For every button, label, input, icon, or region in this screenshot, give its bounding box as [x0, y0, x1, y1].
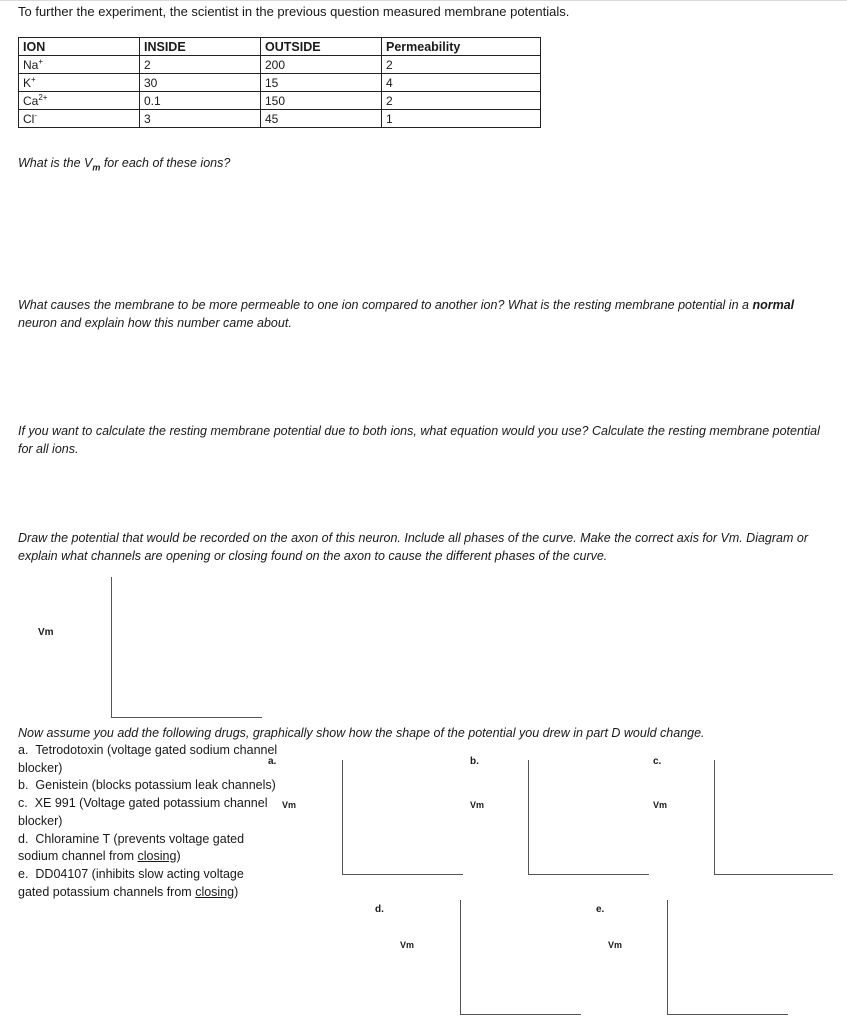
question-permeability: What causes the membrane to be more permeable to one ion compared to another ion? What is the resting membrane potential in a normal neuron and explain how this number came about.: [18, 298, 795, 330]
outside-cell: 200: [261, 56, 382, 74]
drug-item-a: a. Tetrodotoxin (voltage gated sodium channel blocker): [18, 743, 278, 775]
vm-axis-label: Vm: [38, 627, 54, 638]
inside-cell: 2: [140, 56, 261, 74]
drug-item-b: b. Genistein (blocks potassium leak channels): [18, 778, 276, 793]
graph-b-axes[interactable]: [528, 760, 649, 875]
inside-cell: 30: [140, 74, 261, 92]
outside-cell: 15: [261, 74, 382, 92]
top-rule: [0, 0, 847, 1]
permeability-cell: 2: [382, 92, 541, 110]
question-equation: If you want to calculate the resting membrane potential due to both ions, what equation would you use? Calculate the resting membrane potential for all ions.: [18, 424, 820, 456]
ion-cell: $Ca^{2+}$: [19, 92, 140, 110]
header-permeability: Permeability: [382, 38, 541, 56]
graph-d-axes[interactable]: [460, 900, 581, 1015]
header-inside: INSIDE: [140, 38, 261, 56]
drug-item-e: e. DD04107 (inhibits slow acting voltage gated potassium channels from closing): [18, 866, 244, 899]
graph-a-axes[interactable]: [342, 760, 463, 875]
graph-c-letter: c.: [653, 756, 662, 767]
table-row: [19, 92, 541, 110]
graph-e-vm-label: Vm: [608, 940, 623, 950]
drug-item-d: d. Chloramine T (prevents voltage gated sodium channel from closing): [18, 831, 245, 864]
ion-cell: Cl-: [19, 110, 140, 128]
graph-d-vm-label: Vm: [400, 940, 415, 950]
header-outside: OUTSIDE: [261, 38, 382, 56]
table-row: [19, 56, 541, 74]
graph-c-axes[interactable]: [714, 760, 833, 875]
graph-c-vm-label: Vm: [653, 800, 668, 810]
outside-cell: 150: [261, 92, 382, 110]
table-row: [19, 110, 541, 128]
inside-cell: 0.1: [140, 92, 261, 110]
graph-b-vm-label: Vm: [470, 800, 485, 810]
intro-text: To further the experiment, the scientist in the previous question measured membrane potentials.: [18, 4, 570, 19]
graph-e-letter: e.: [596, 904, 605, 915]
ion-cell: Na+: [19, 56, 140, 74]
graph-a-vm-label: Vm: [282, 800, 297, 810]
outside-cell: 45: [261, 110, 382, 128]
table-row: [19, 74, 541, 92]
permeability-cell: 2: [382, 56, 541, 74]
question-draw-potential: Draw the potential that would be recorded on the axon of this neuron. Include all phases of the curve. Make the correct axis for Vm. Diagram or explain what channels are opening or closing found on the axon to cause the different phases of the curve.: [18, 531, 809, 563]
ion-table: [18, 37, 541, 128]
inside-cell: 3: [140, 110, 261, 128]
permeability-cell: 1: [382, 110, 541, 128]
question-vm: What is the $V_m$ for each of these ions?: [18, 156, 231, 173]
drug-item-c: c. XE 991 (Voltage gated potassium channel blocker): [18, 796, 268, 828]
permeability-cell: 4: [382, 74, 541, 92]
table-header-row: [19, 38, 541, 56]
question-drugs: Now assume you add the following drugs, graphically show how the shape of the potential you drew in part D would change.: [18, 726, 705, 740]
drug-list: [18, 742, 278, 901]
main-graph-axes[interactable]: [111, 577, 262, 718]
graph-a-letter: a.: [268, 756, 277, 767]
graph-d-letter: d.: [375, 904, 384, 915]
header-ion: ION: [19, 38, 140, 56]
graph-b-letter: b.: [470, 756, 479, 767]
graph-e-axes[interactable]: [667, 900, 788, 1015]
ion-cell: K+: [19, 74, 140, 92]
